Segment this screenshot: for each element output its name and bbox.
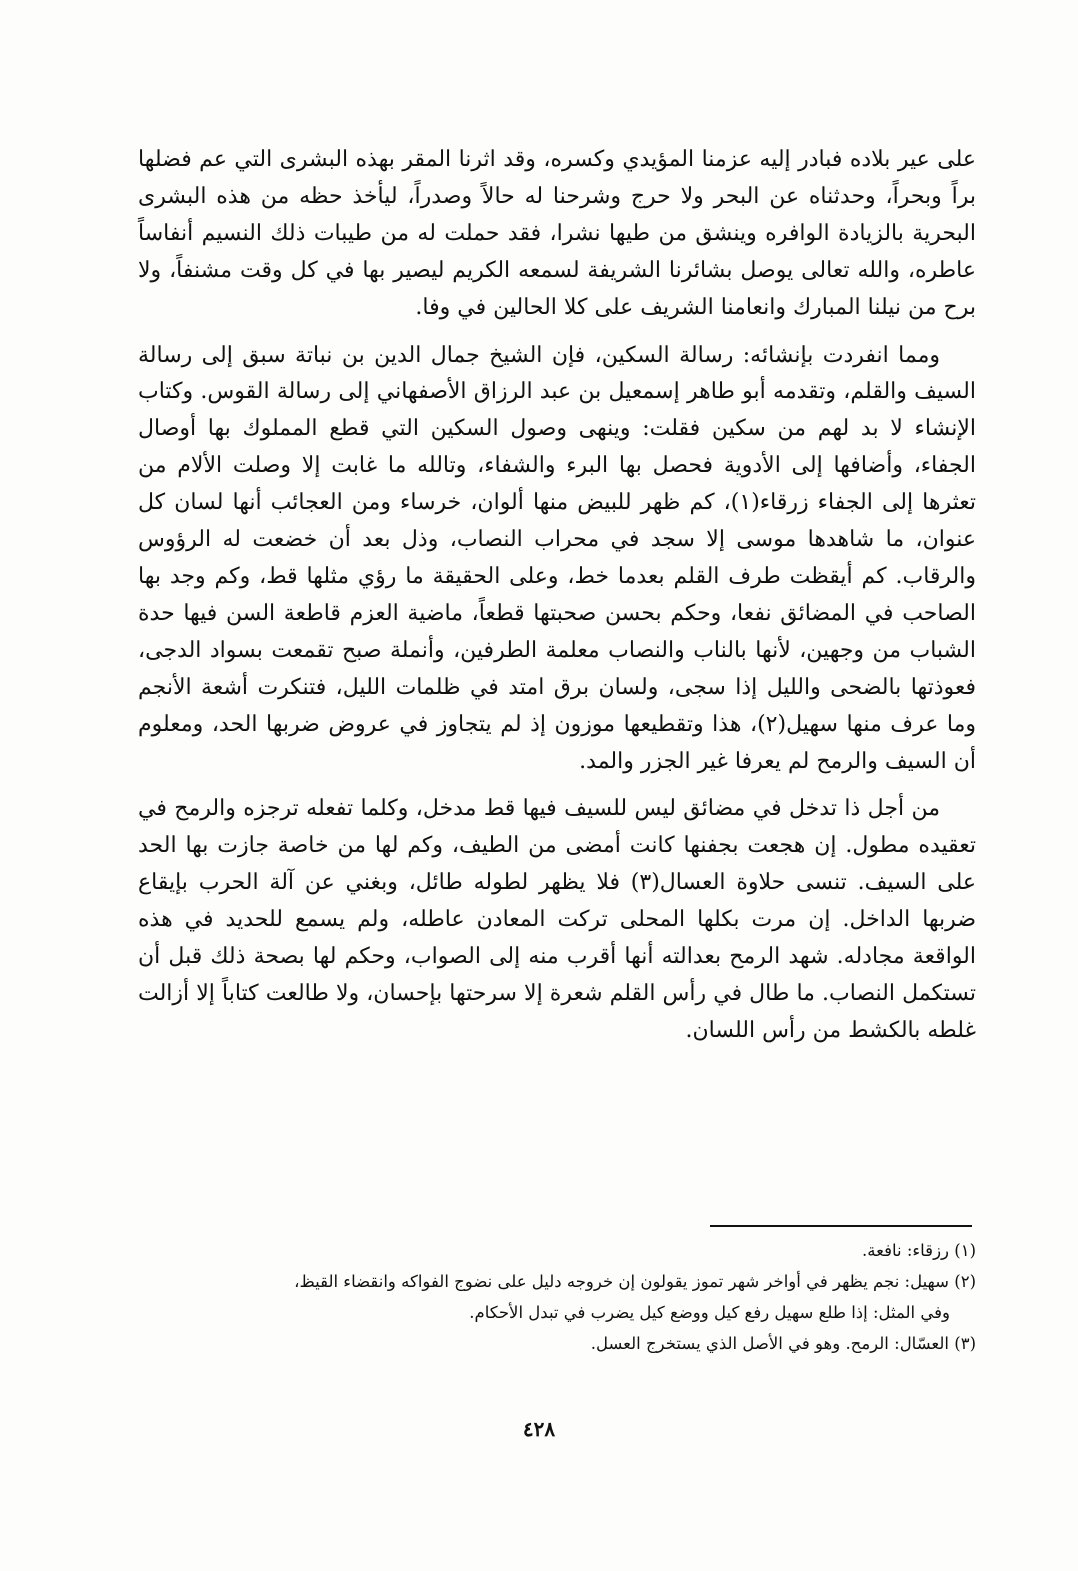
paragraph-2: ومما انفردت بإنشائه: رسالة السكين، فإن الشيخ جمال الدين بن نباتة سبق إلى رسالة السيف والقلم، وتقدمه أبو طاهر إسمعيل بن عبد الرزاق الأصفهاني إلى رسالة القوس. وكتاب الإنشاء لا بد لهم من سكين فقلت: وينهى وصول السكين التي قطع المملوك بها أوصال الجفاء، وأضافها إلى الأدوية فحصل بها البرء والشفاء، وتالله ما غابت إلا وصلت الألام من تعثرها إلى الجفاء زرقاء(١)، كم ظهر للبيض منها ألوان، خرساء ومن العجائب أنها لسان كل عنوان، ما شاهدها موسى إلا سجد في محراب النصاب، وذل بعد أن خضعت له الرؤوس والرقاب. كم أيقظت طرف القلم بعدما خط، وعلى الحقيقة ما رؤي مثلها قط، وكم وجد بها الصاحب في المضائق نفعا، وحكم بحسن صحبتها قطعاً، ماضية العزم قاطعة السن فيها حدة الشباب من وجهين، لأنها بالناب والنصاب معلمة الطرفين، وأنملة صبح تقمعت بسواد الدجى، فعوذتها بالضحى والليل إذا سجى، ولسان برق امتد في ظلمات الليل، فتنكرت أشعة الأنجم وما عرف منها سهيل(٢)، هذا وتقطيعها موزون إذ لم يتجاوز في عروض ضربها الحد، ومعلوم أن السيف والرمح لم يعرفا غير الجزر والمد. (138, 342, 976, 774)
paragraph-3: من أجل ذا تدخل في مضائق ليس للسيف فيها قط مدخل، وكلما تفعله ترجزه والرمح في تعقيده مطول. إن هجعت بجفنها كانت أمضى من الطيف، وكم لها من خاصة جازت بها الحد على السيف. تنسى حلاوة العسال(٣) فلا يظهر لطوله طائل، وبغني عن آلة الحرب بإيقاع ضربها الداخل. إن مرت بكلها المحلى تركت المعادن عاطله، ولم يسمع للحديد في هذه الواقعة مجادله. شهد الرمح بعدالته أنها أقرب منه إلى الصواب، وحكم لها بصحة ذلك قبل أن تستكمل النصاب. ما طال في رأس القلم شعرة إلا سرحتها بإحسان، ولا طالعت كتاباً إلا أزالت غلطه بالكشط من رأس اللسان. (138, 796, 977, 1043)
footnote-3: (٣) العسّال: الرمح. وهو في الأصل الذي يستخرج العسل. (590, 1334, 976, 1353)
main-text-block (138, 142, 976, 1061)
footnotes-block (138, 1235, 976, 1359)
footnote-2-continuation: وفي المثل: إذا طلع سهيل رفع كيل ووضع كيل يضرب في تبدل الأحكام. (469, 1303, 950, 1322)
page-number: ٤٢٨ (522, 1417, 556, 1441)
footnote-2: (٢) سهيل: نجم يظهر في أواخر شهر تموز يقولون إن خروجه دليل على نضوج الفواكه وانقضاء القيظ، (294, 1272, 976, 1291)
footnote-separator (710, 1225, 972, 1227)
footnote-1: (١) رزقاء: نافعة. (862, 1241, 976, 1260)
paragraph-1: على عير بلاده فبادر إليه عزمنا المؤيدي وكسره، وقد اثرنا المقر بهذه البشرى التي عم فضلها براً وبحراً، وحدثناه عن البحر ولا حرج وشرحنا له حالاً وصدراً، ليأخذ حظه من هذه البشرى البحرية بالزيادة الوافره وينشق من طيها نشرا، فقد حملت له من طيبات ذلك النسيم أنفاساً عاطره، والله تعالى يوصل بشائرنا الشريفة لسمعه الكريم ليصير بها في كل وقت مشنفاً، ولا برح من نيلنا المبارك وانعامنا الشريف على كلا الحالين في وفا. (138, 147, 976, 320)
